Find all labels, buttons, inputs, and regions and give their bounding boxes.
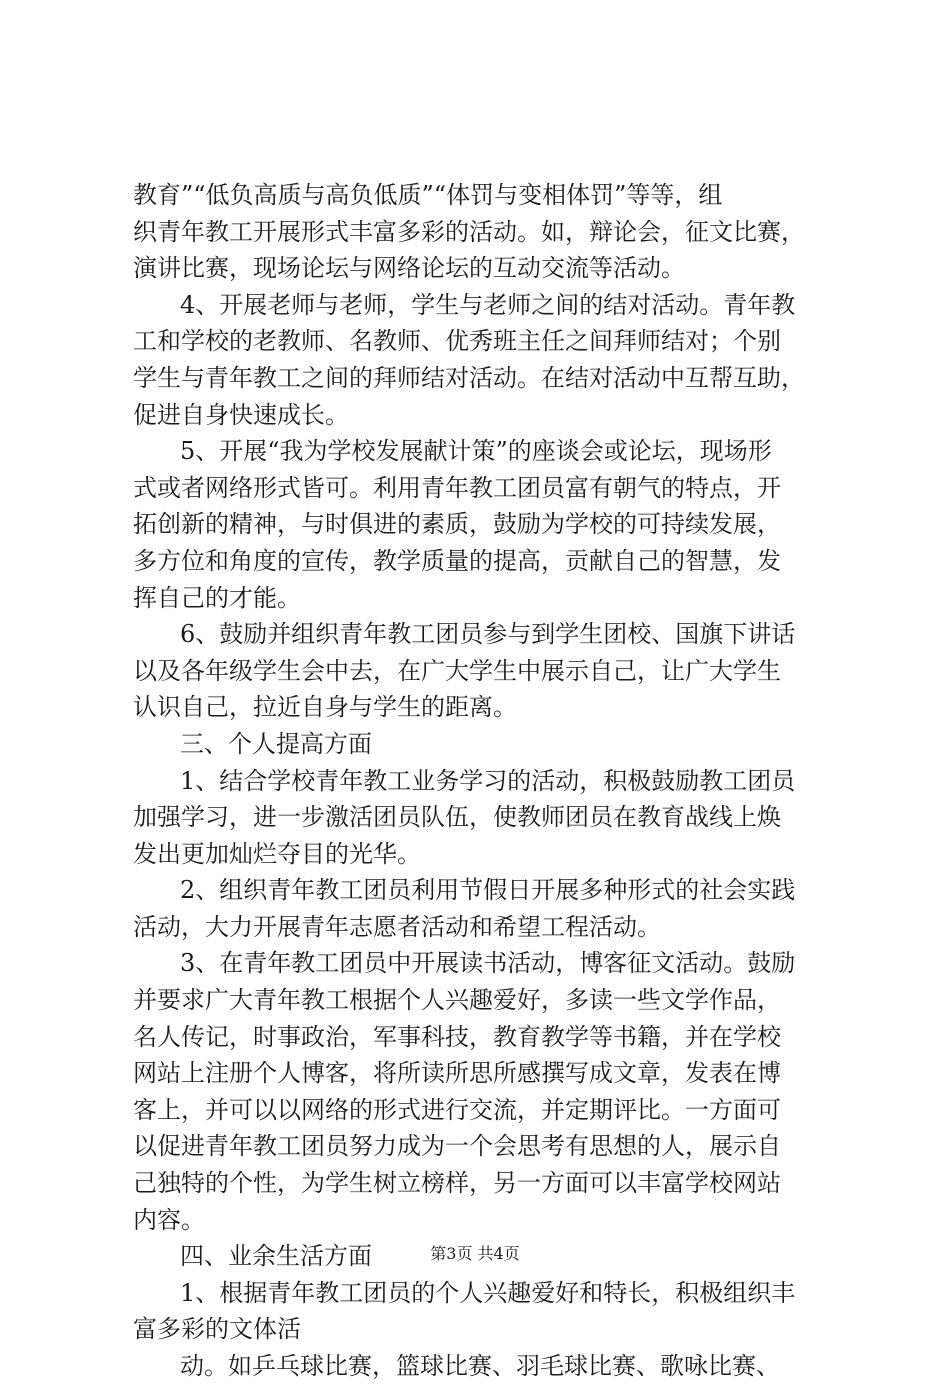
document-body [133,177,833,1385]
text-line: 织青年教工开展形式丰富多彩的活动。如，辩论会，征文比赛， [133,217,805,246]
text-line: 活动，大力开展青年志愿者活动和希望工程活动。 [133,912,661,941]
text-line: 网站上注册个人博客，将所读所思所感撰写成文章，发表在博 [133,1059,781,1088]
text-line: 促进自身快速成长。 [133,400,349,429]
text-line: 动。如乒乓球比赛，篮球比赛、羽毛球比赛、歌咏比赛、 [180,1352,780,1380]
text-line: 认识自己，拉近自身与学生的距离。 [133,693,517,722]
text-line: 多方位和角度的宣传，教学质量的提高，贡献自己的智慧，发 [133,546,781,575]
text-line: 式或者网络形式皆可。利用青年教工团员富有朝气的特点，开 [133,473,781,502]
text-line: 3、在青年教工团员中开展读书活动，博客征文活动。鼓励 [180,949,796,978]
text-line: 4、开展老师与老师，学生与老师之间的结对活动。青年教 [180,290,796,319]
text-line: 2、组织青年教工团员利用节假日开展多种形式的社会实践 [180,876,796,905]
text-line: 名人传记，时事政治，军事科技，教育教学等书籍，并在学校 [133,1022,781,1051]
page-footer: 第3页 共4页 [430,1244,520,1263]
text-line: 拓创新的精神，与时俱进的素质，鼓励为学校的可持续发展， [133,510,781,539]
text-line: 三、个人提高方面 [180,729,372,758]
text-line: 学生与青年教工之间的拜师结对活动。在结对活动中互帮互助， [133,363,805,392]
text-line: 教育”“低负高质与高负低质”“体罚与变相体罚”等等，组 [133,181,723,209]
text-line: 工和学校的老教师、名教师、优秀班主任之间拜师结对；个别 [133,327,781,356]
text-line: 加强学习，进一步激活团员队伍，使教师团员在教育战线上焕 [133,803,781,832]
text-line: 5、开展“我为学校发展献计策”的座谈会或论坛，现场形 [180,437,772,466]
text-line: 挥自己的才能。 [133,583,301,612]
text-line: 己独特的个性，为学生树立榜样，另一方面可以丰富学校网站 [133,1169,781,1198]
text-line: 富多彩的文体活 [133,1315,301,1344]
text-line: 内容。 [133,1205,205,1234]
text-line: 发出更加灿烂夺目的光华。 [133,839,421,868]
text-line: 以及各年级学生会中去，在广大学生中展示自己，让广大学生 [133,656,781,685]
text-line: 1、根据青年教工团员的个人兴趣爱好和特长，积极组织丰 [180,1278,796,1307]
text-line: 6、鼓励并组织青年教工团员参与到学生团校、国旗下讲话 [180,620,796,649]
text-line: 四、业余生活方面 [180,1242,372,1271]
text-line: 并要求广大青年教工根据个人兴趣爱好，多读一些文学作品， [133,986,781,1015]
text-line: 演讲比赛，现场论坛与网络论坛的互动交流等活动。 [133,254,685,283]
text-line: 客上，并可以以网络的形式进行交流，并定期评比。一方面可 [133,1095,781,1124]
text-line: 1、结合学校青年教工业务学习的活动，积极鼓励教工团员 [180,766,796,795]
text-line: 以促进青年教工团员努力成为一个会思考有思想的人，展示自 [133,1132,781,1161]
